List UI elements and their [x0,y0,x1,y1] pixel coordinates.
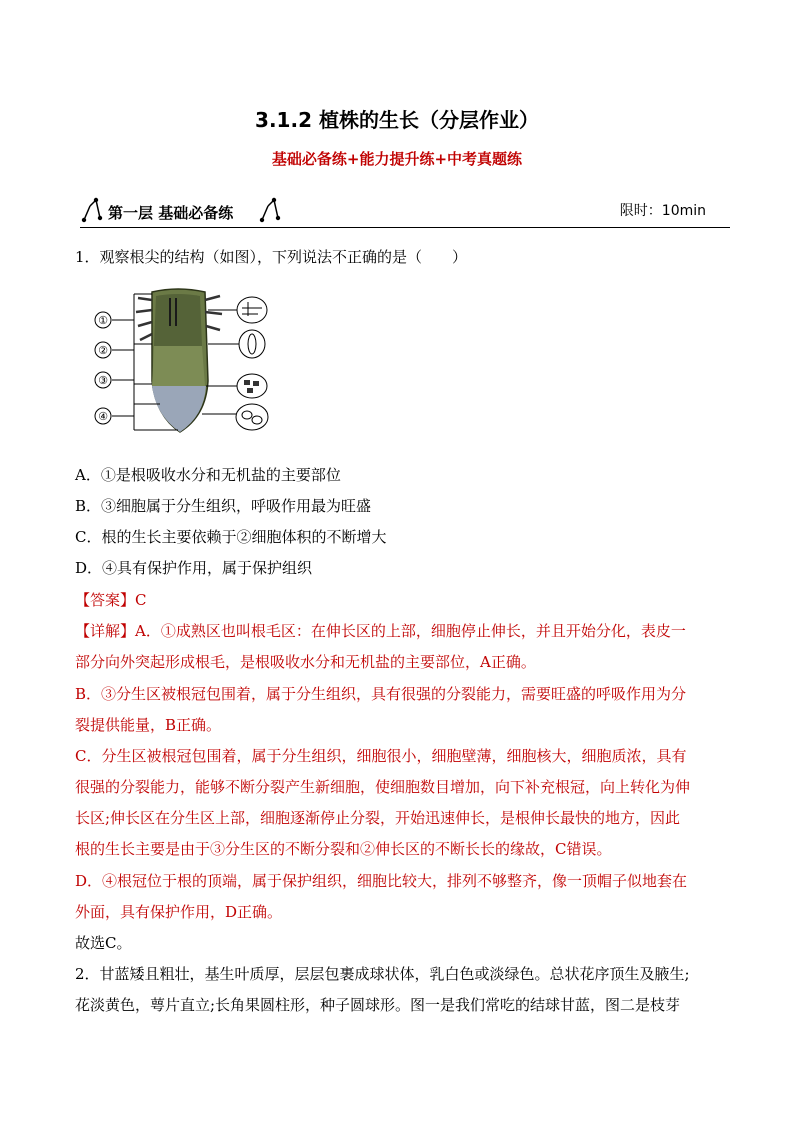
option-b: B．③细胞属于分生组织，呼吸作用最为旺盛 [75,497,372,515]
time-limit: 限时：10min [619,203,706,219]
page-subtitle: 基础必备练+能力提升练+中考真题练 [271,150,523,168]
explanation-line: 部分向外突起形成根毛，是根吸收水分和无机盐的主要部位，A正确。 [75,653,536,671]
section-decoration-right-icon [258,196,284,226]
section-decoration-left-icon [80,196,106,226]
explanation-line: 外面，具有保护作用，D正确。 [75,903,283,921]
option-c: C．根的生长主要依赖于②细胞体积的不断增大 [75,528,387,546]
option-a: A．①是根吸收水分和无机盐的主要部位 [75,466,341,484]
explanation-line: D．④根冠位于根的顶端，属于保护组织，细胞比较大，排列不够整齐，像一顶帽子似地套在 [75,872,688,890]
option-d: D．④具有保护作用，属于保护组织 [75,559,313,577]
figure-label-2: ② [98,344,108,357]
explanation-line: 裂提供能量，B正确。 [75,716,222,734]
question-2-line: 花淡黄色，萼片直立;长角果圆柱形，种子圆球形。图一是我们常吃的结球甘蓝，图二是枝芽 [75,996,681,1014]
figure-label-3: ③ [98,374,108,387]
explanation-line: C．分生区被根冠包围着，属于分生组织，细胞很小，细胞壁薄，细胞核大，细胞质浓，具有 [75,747,687,765]
explanation-line: B．③分生区被根冠包围着，属于分生组织，具有很强的分裂能力，需要旺盛的呼吸作用为分 [75,685,687,703]
explanation-line: 很强的分裂能力，能够不断分裂产生新细胞，使细胞数目增加，向下补充根冠，向上转化为伸 [75,778,691,796]
question-1-stem: 1．观察根尖的结构（如图），下列说法不正确的是（ ） [75,248,468,266]
root-tip-figure [90,286,275,436]
section-title: 第一层 基础必备练 [108,204,234,222]
explanation-line: 【详解】A．①成熟区也叫根毛区：在伸长区的上部，细胞停止伸长，并且开始分化，表皮一 [75,622,686,640]
root-tip-diagram [90,286,275,436]
explanation-line: 长区;伸长区在分生区上部，细胞逐渐停止分裂，开始迅速伸长，是根伸长最快的地方，因此 [75,809,681,827]
figure-label-4: ④ [98,410,108,423]
answer: 【答案】C [75,591,147,609]
page-title: 3.1.2 植株的生长（分层作业） [255,108,539,132]
explanation-line: 根的生长主要是由于③分生区的不断分裂和②伸长区的不断长长的缘故，C错误。 [75,840,612,858]
figure-label-1: ① [98,314,108,327]
section-divider [80,227,730,228]
section-header [80,196,730,226]
question-2-line: 2．甘蓝矮且粗壮，基生叶质厚，层层包裹成球状体，乳白色或淡绿色。总状花序顶生及腋生; [75,965,690,983]
conclusion: 故选C。 [75,934,132,952]
